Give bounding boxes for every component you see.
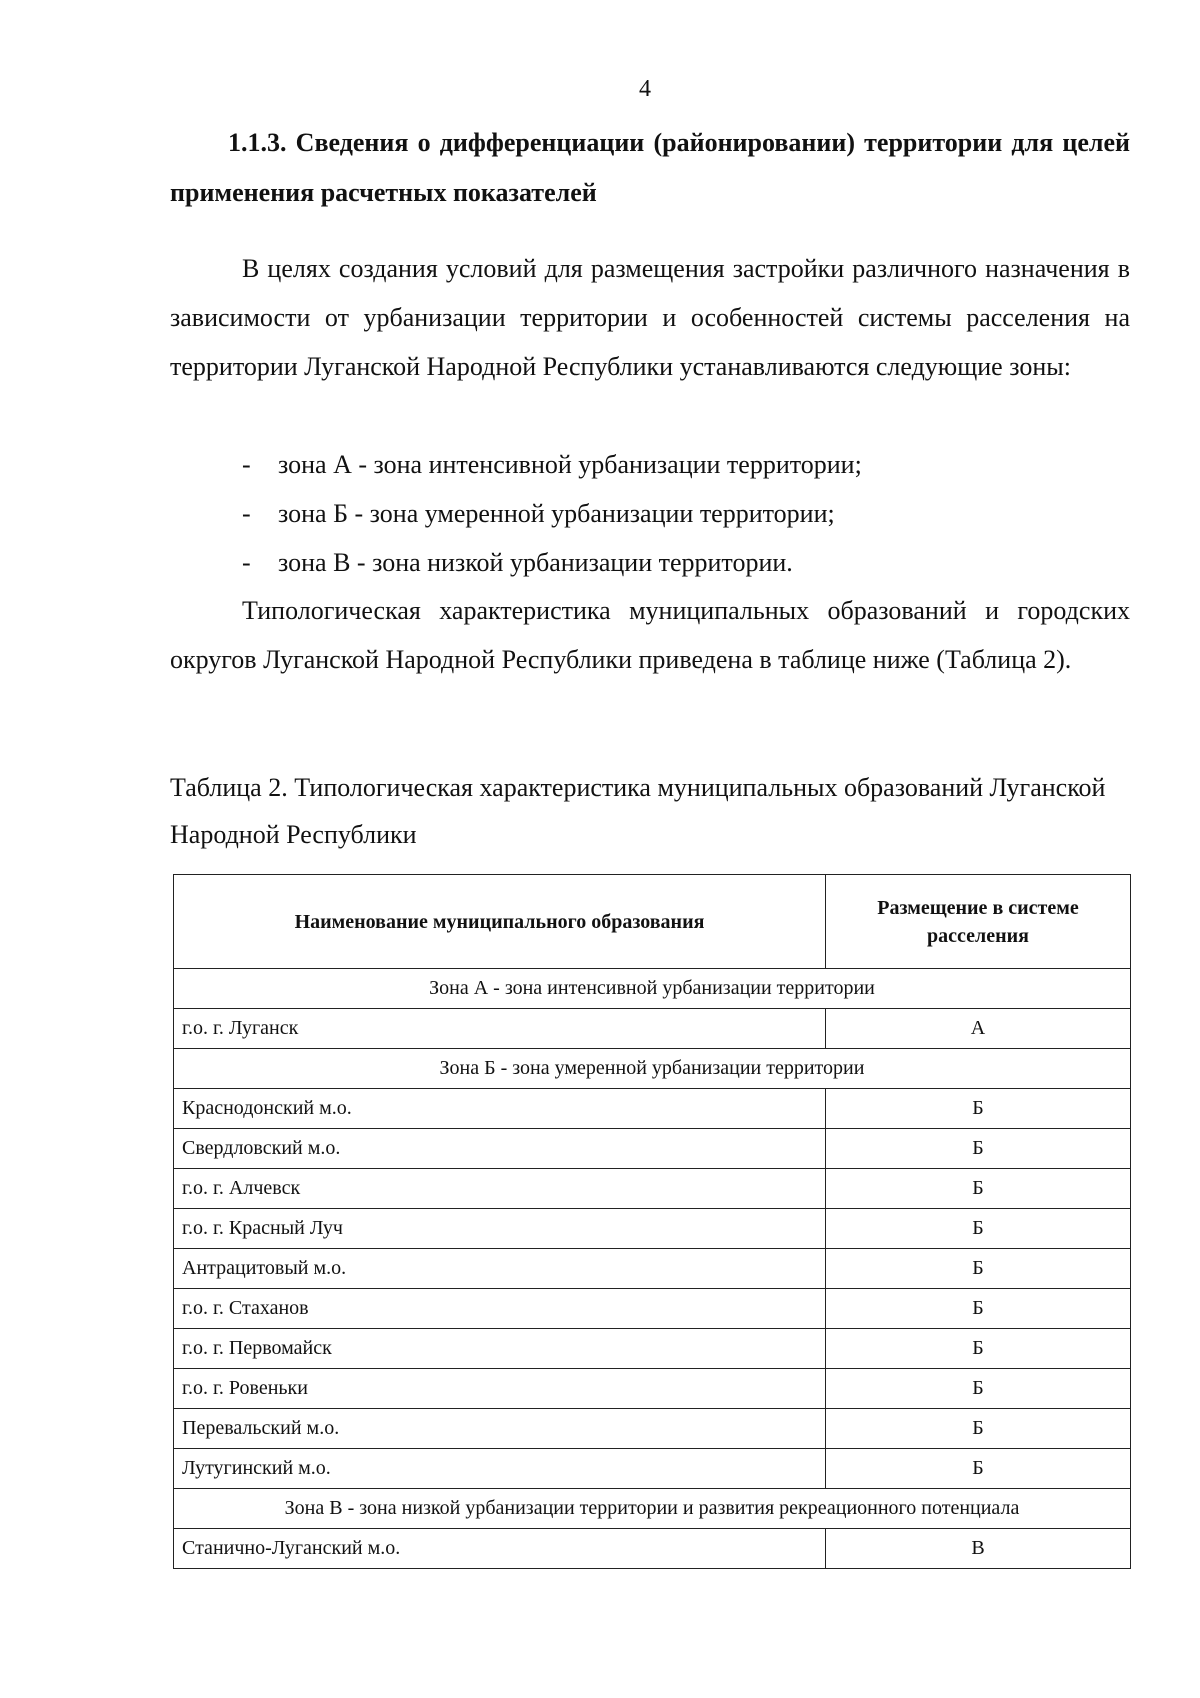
zone-cell: Б xyxy=(826,1289,1131,1329)
zone-group-title: Зона Б - зона умеренной урбанизации территории xyxy=(174,1049,1131,1089)
column-header-zone: Размещение в системе расселения xyxy=(826,875,1131,969)
list-item xyxy=(242,440,1142,489)
table-row xyxy=(174,1249,1131,1289)
column-header-name: Наименование муниципального образования xyxy=(174,875,826,969)
table-row xyxy=(174,1169,1131,1209)
table-row xyxy=(174,1449,1131,1489)
zone-cell: Б xyxy=(826,1409,1131,1449)
municipality-name-cell: Антрацитовый м.о. xyxy=(174,1249,826,1289)
zone-cell: Б xyxy=(826,1369,1131,1409)
zone-cell: Б xyxy=(826,1169,1131,1209)
zone-cell: Б xyxy=(826,1209,1131,1249)
table-caption: Таблица 2. Типологическая характеристика муниципальных образований Луганской Народной Республики xyxy=(170,773,1106,849)
zone-group-title: Зона А - зона интенсивной урбанизации территории xyxy=(174,969,1131,1009)
zone-group-row xyxy=(174,1049,1131,1089)
table-row xyxy=(174,1129,1131,1169)
zone-list xyxy=(242,440,1142,587)
zone-group-row xyxy=(174,969,1131,1009)
table-row xyxy=(174,1409,1131,1449)
list-item-text: зона А - зона интенсивной урбанизации территории; xyxy=(278,450,862,479)
municipality-name-cell: г.о. г. Луганск xyxy=(174,1009,826,1049)
municipality-name-cell: Станично-Луганский м.о. xyxy=(174,1529,826,1569)
zone-group-title: Зона В - зона низкой урбанизации территории и развития рекреационного потенциала xyxy=(174,1489,1131,1529)
zone-cell: Б xyxy=(826,1249,1131,1289)
bullet-marker: - xyxy=(242,548,251,577)
zone-cell: А xyxy=(826,1009,1131,1049)
zone-cell: В xyxy=(826,1529,1131,1569)
intro-paragraph: В целях создания условий для размещения застройки различного назначения в зависимости от урбанизации территории и особенностей системы расселения на территории Луганской Народной Республики устанавливаются следующие зоны: xyxy=(170,254,1130,381)
zone-cell: Б xyxy=(826,1449,1131,1489)
list-item xyxy=(242,538,1142,587)
table-body xyxy=(174,969,1131,1569)
list-item xyxy=(242,489,1142,538)
table-row xyxy=(174,1009,1131,1049)
table-row xyxy=(174,1289,1131,1329)
municipality-name-cell: г.о. г. Первомайск xyxy=(174,1329,826,1369)
municipality-name-cell: г.о. г. Ровеньки xyxy=(174,1369,826,1409)
table-row xyxy=(174,1329,1131,1369)
zone-group-row xyxy=(174,1489,1131,1529)
list-item-text: зона В - зона низкой урбанизации территории. xyxy=(278,548,793,577)
municipality-name-cell: Краснодонский м.о. xyxy=(174,1089,826,1129)
municipality-name-cell: Свердловский м.о. xyxy=(174,1129,826,1169)
bullet-marker: - xyxy=(242,499,251,528)
zone-cell: Б xyxy=(826,1329,1131,1369)
municipality-name-cell: Перевальский м.о. xyxy=(174,1409,826,1449)
table-header-row xyxy=(174,875,1131,969)
page-number: 4 xyxy=(639,76,651,102)
municipality-name-cell: г.о. г. Красный Луч xyxy=(174,1209,826,1249)
zone-cell: Б xyxy=(826,1129,1131,1169)
zone-cell: Б xyxy=(826,1089,1131,1129)
typology-paragraph: Типологическая характеристика муниципальных образований и городских округов Луганской Народной Республики приведена в таблице ниже (Таблица 2). xyxy=(170,596,1130,674)
municipality-name-cell: Лутугинский м.о. xyxy=(174,1449,826,1489)
municipality-name-cell: г.о. г. Алчевск xyxy=(174,1169,826,1209)
table-row xyxy=(174,1369,1131,1409)
list-item-text: зона Б - зона умеренной урбанизации территории; xyxy=(278,499,835,528)
table-row xyxy=(174,1089,1131,1129)
table-row xyxy=(174,1209,1131,1249)
table-row xyxy=(174,1529,1131,1569)
typology-table xyxy=(173,874,1131,1569)
bullet-marker: - xyxy=(242,450,251,479)
section-heading: 1.1.3. Сведения о дифференциации (районировании) территории для целей применения расчетных показателей xyxy=(170,128,1130,207)
municipality-name-cell: г.о. г. Стаханов xyxy=(174,1289,826,1329)
